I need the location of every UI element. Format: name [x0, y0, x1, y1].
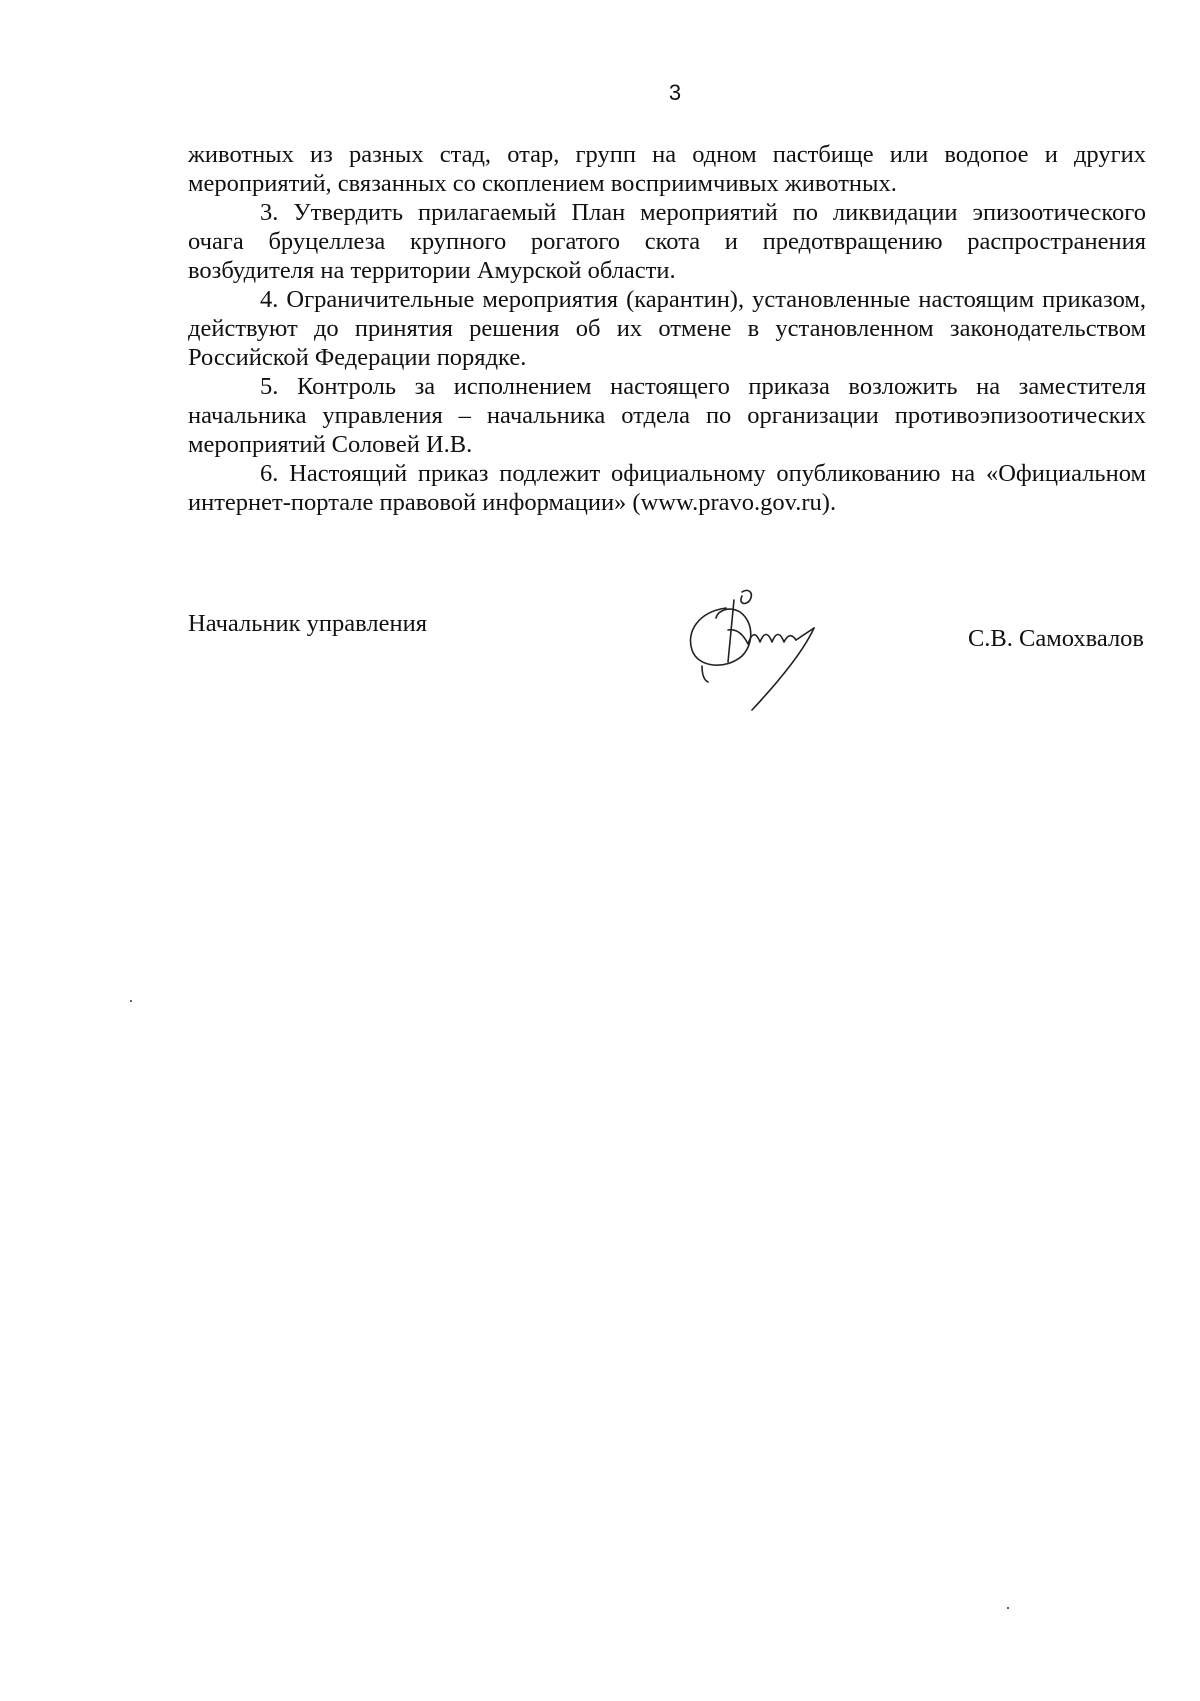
paragraph-item-4: 4. Ограничительные мероприятия (карантин), установленные настоящим приказом, действуют до принятия решения об их отмене в установленном законодательством Российской Федерации порядке.: [188, 286, 1146, 371]
paragraph-item-3: 3. Утвердить прилагаемый План мероприятий по ликвидации эпизоотического очага бруцеллеза крупного рогатого скота и предотвращению распространения возбудителя на территории Амурской области.: [188, 199, 1146, 284]
paragraph-continuation: животных из разных стад, отар, групп на одном пастбище или водопое и других мероприятий, связанных со скоплением восприимчивых животных.: [188, 141, 1146, 197]
signature-block: [188, 600, 1146, 730]
signer-name: С.В. Самохвалов: [967, 625, 1144, 652]
scan-speck: [130, 1000, 132, 1002]
handwritten-signature: [668, 570, 868, 730]
page-number: 3: [668, 80, 682, 105]
scan-speck: [1007, 1607, 1009, 1609]
paragraph-item-5: 5. Контроль за исполнением настоящего приказа возложить на заместителя начальника управления – начальника отдела по организации противоэпизоотических мероприятий Соловей И.В.: [188, 373, 1146, 458]
paragraph-item-6: 6. Настоящий приказ подлежит официальному опубликованию на «Официальном интернет-портале правовой информации» (www.pravo.gov.ru).: [188, 460, 1146, 516]
signer-title: Начальник управления: [188, 610, 427, 637]
document-body: [188, 140, 1146, 517]
